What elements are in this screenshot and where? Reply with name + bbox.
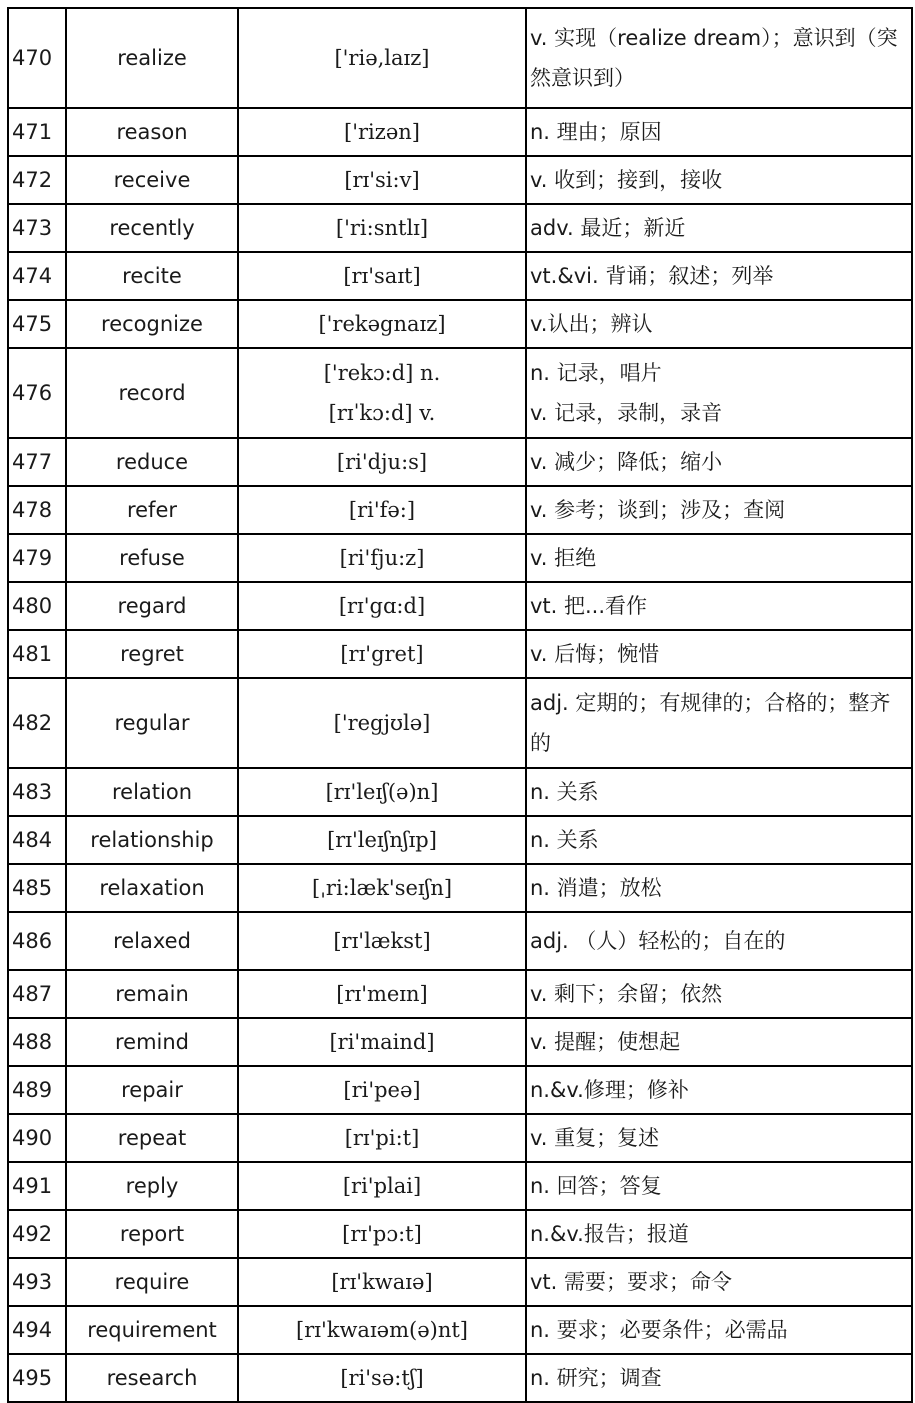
- entry-number: 488: [8, 1018, 66, 1066]
- meaning-line: n. 关系: [530, 780, 599, 804]
- entry-phonetic: [238, 534, 526, 582]
- entry-phonetic: [238, 1114, 526, 1162]
- entry-word: receive: [66, 156, 238, 204]
- meaning-line: v.认出；辨认: [530, 312, 653, 336]
- entry-number: 492: [8, 1210, 66, 1258]
- meaning-line: v. 记录，录制，录音: [530, 401, 723, 425]
- meaning-line: v. 实现（realize dream）；意识到（突: [530, 26, 898, 50]
- entry-meaning: [526, 1354, 912, 1402]
- phonetic-line: ['riə,laɪz]: [334, 46, 430, 70]
- entry-number: 482: [8, 678, 66, 768]
- meaning-line: n. 要求；必要条件；必需品: [530, 1318, 788, 1342]
- entry-meaning: [526, 486, 912, 534]
- table-row: [8, 864, 912, 912]
- entry-number: 491: [8, 1162, 66, 1210]
- meaning-line: 的: [530, 731, 551, 755]
- entry-word: reduce: [66, 438, 238, 486]
- table-row: [8, 300, 912, 348]
- meaning-line: v. 减少；降低；缩小: [530, 450, 723, 474]
- entry-meaning: [526, 1114, 912, 1162]
- entry-meaning: [526, 534, 912, 582]
- phonetic-line: [rɪ'pi:t]: [344, 1126, 420, 1150]
- entry-word: remind: [66, 1018, 238, 1066]
- entry-number: 474: [8, 252, 66, 300]
- vocabulary-table-body: [8, 8, 912, 1402]
- entry-number: 494: [8, 1306, 66, 1354]
- entry-word: regard: [66, 582, 238, 630]
- table-row: [8, 1162, 912, 1210]
- entry-word: relaxed: [66, 912, 238, 970]
- table-row: [8, 438, 912, 486]
- meaning-line: v. 提醒；使想起: [530, 1030, 681, 1054]
- table-row: [8, 816, 912, 864]
- phonetic-line: ['ri:sntlɪ]: [335, 216, 429, 240]
- entry-number: 489: [8, 1066, 66, 1114]
- entry-number: 487: [8, 970, 66, 1018]
- entry-word: remain: [66, 970, 238, 1018]
- phonetic-line: [rɪ'lækst]: [333, 929, 431, 953]
- entry-phonetic: [238, 816, 526, 864]
- entry-word: requirement: [66, 1306, 238, 1354]
- entry-meaning: [526, 582, 912, 630]
- entry-meaning: [526, 678, 912, 768]
- phonetic-line: [ri'peə]: [343, 1078, 421, 1102]
- meaning-line: n. 消遣；放松: [530, 876, 662, 900]
- entry-meaning: [526, 1162, 912, 1210]
- entry-phonetic: [238, 486, 526, 534]
- entry-meaning: [526, 438, 912, 486]
- entry-phonetic: [238, 438, 526, 486]
- entry-meaning: [526, 768, 912, 816]
- phonetic-line: [rɪ'pɔ:t]: [342, 1222, 422, 1246]
- meaning-line: vt.&vi. 背诵；叙述；列举: [530, 264, 774, 288]
- meaning-line: n. 理由；原因: [530, 120, 662, 144]
- entry-phonetic: [238, 678, 526, 768]
- meaning-line: n. 记录，唱片: [530, 361, 662, 385]
- entry-phonetic: [238, 156, 526, 204]
- phonetic-line: [ri'fə:]: [348, 498, 416, 522]
- entry-phonetic: [238, 1066, 526, 1114]
- entry-word: refer: [66, 486, 238, 534]
- entry-phonetic: [238, 864, 526, 912]
- entry-meaning: [526, 348, 912, 438]
- meaning-line: n. 研究；调查: [530, 1366, 662, 1390]
- phonetic-line: [rɪ'gret]: [340, 642, 424, 666]
- entry-phonetic: [238, 1162, 526, 1210]
- entry-number: 477: [8, 438, 66, 486]
- entry-meaning: [526, 1258, 912, 1306]
- entry-phonetic: [238, 1354, 526, 1402]
- table-row: [8, 156, 912, 204]
- phonetic-line: [rɪˈkɔ:d] v.: [328, 401, 436, 425]
- entry-meaning: [526, 8, 912, 108]
- table-row: [8, 252, 912, 300]
- entry-word: realize: [66, 8, 238, 108]
- entry-word: reply: [66, 1162, 238, 1210]
- phonetic-line: [rɪ'saɪt]: [343, 264, 421, 288]
- meaning-line: adj. 定期的；有规律的；合格的；整齐: [530, 691, 891, 715]
- entry-number: 471: [8, 108, 66, 156]
- phonetic-line: [ri'fju:z]: [339, 546, 425, 570]
- entry-meaning: [526, 1210, 912, 1258]
- entry-phonetic: [238, 348, 526, 438]
- entry-meaning: [526, 912, 912, 970]
- entry-word: recognize: [66, 300, 238, 348]
- entry-meaning: [526, 1066, 912, 1114]
- entry-phonetic: [238, 108, 526, 156]
- entry-meaning: [526, 252, 912, 300]
- entry-phonetic: [238, 630, 526, 678]
- table-row: [8, 678, 912, 768]
- entry-word: relation: [66, 768, 238, 816]
- phonetic-line: ['regjʊlə]: [333, 711, 431, 735]
- entry-number: 479: [8, 534, 66, 582]
- phonetic-line: [ri'dju:s]: [336, 450, 428, 474]
- entry-number: 484: [8, 816, 66, 864]
- table-row: [8, 1018, 912, 1066]
- table-row: [8, 1210, 912, 1258]
- phonetic-line: ['rekəgnaɪz]: [318, 312, 446, 336]
- table-row: [8, 486, 912, 534]
- table-row: [8, 970, 912, 1018]
- entry-meaning: [526, 300, 912, 348]
- entry-number: 472: [8, 156, 66, 204]
- entry-word: recently: [66, 204, 238, 252]
- meaning-line: n.&v.修理；修补: [530, 1078, 689, 1102]
- entry-number: 490: [8, 1114, 66, 1162]
- phonetic-line: [rɪ'leɪʃ(ə)n]: [325, 780, 439, 804]
- table-row: [8, 1258, 912, 1306]
- meaning-line: v. 拒绝: [530, 546, 597, 570]
- phonetic-line: [rɪ'meɪn]: [336, 982, 428, 1006]
- entry-meaning: [526, 156, 912, 204]
- meaning-line: v. 重复；复述: [530, 1126, 660, 1150]
- table-row: [8, 582, 912, 630]
- entry-word: require: [66, 1258, 238, 1306]
- table-row: [8, 912, 912, 970]
- entry-meaning: [526, 864, 912, 912]
- entry-phonetic: [238, 912, 526, 970]
- meaning-line: adv. 最近；新近: [530, 216, 686, 240]
- entry-word: regular: [66, 678, 238, 768]
- entry-phonetic: [238, 300, 526, 348]
- table-row: [8, 534, 912, 582]
- table-row: [8, 108, 912, 156]
- entry-word: report: [66, 1210, 238, 1258]
- phonetic-line: ['rizən]: [344, 120, 420, 144]
- entry-word: record: [66, 348, 238, 438]
- table-row: [8, 348, 912, 438]
- entry-meaning: [526, 970, 912, 1018]
- entry-meaning: [526, 1018, 912, 1066]
- phonetic-line: [ri'sə:tʃ]: [340, 1366, 424, 1390]
- meaning-line: v. 剩下；余留；依然: [530, 982, 723, 1006]
- table-row: [8, 8, 912, 108]
- entry-word: repeat: [66, 1114, 238, 1162]
- meaning-line: vt. 需要；要求；命令: [530, 1270, 733, 1294]
- entry-number: 470: [8, 8, 66, 108]
- phonetic-line: [ˌri:læk'seɪʃn]: [311, 876, 453, 900]
- entry-word: regret: [66, 630, 238, 678]
- entry-meaning: [526, 630, 912, 678]
- entry-word: relationship: [66, 816, 238, 864]
- entry-number: 483: [8, 768, 66, 816]
- meaning-line: adj. （人）轻松的；自在的: [530, 929, 786, 953]
- phonetic-line: [rɪ'si:v]: [344, 168, 420, 192]
- entry-word: relaxation: [66, 864, 238, 912]
- entry-number: 478: [8, 486, 66, 534]
- phonetic-line: ['rekɔ:d] n.: [323, 361, 441, 385]
- vocabulary-table: [7, 7, 913, 1403]
- phonetic-line: [rɪ'kwaɪə]: [331, 1270, 433, 1294]
- table-row: [8, 1066, 912, 1114]
- entry-number: 480: [8, 582, 66, 630]
- meaning-line: n. 回答；答复: [530, 1174, 662, 1198]
- entry-phonetic: [238, 8, 526, 108]
- entry-word: recite: [66, 252, 238, 300]
- entry-meaning: [526, 204, 912, 252]
- entry-meaning: [526, 108, 912, 156]
- entry-number: 495: [8, 1354, 66, 1402]
- meaning-line: n. 关系: [530, 828, 599, 852]
- entry-word: research: [66, 1354, 238, 1402]
- entry-phonetic: [238, 970, 526, 1018]
- meaning-line: v. 后悔；惋惜: [530, 642, 660, 666]
- entry-phonetic: [238, 582, 526, 630]
- meaning-line: 然意识到）: [530, 66, 635, 90]
- phonetic-line: [ri'plai]: [342, 1174, 422, 1198]
- table-row: [8, 1114, 912, 1162]
- entry-meaning: [526, 1306, 912, 1354]
- entry-phonetic: [238, 1210, 526, 1258]
- entry-phonetic: [238, 768, 526, 816]
- entry-phonetic: [238, 204, 526, 252]
- entry-meaning: [526, 816, 912, 864]
- entry-word: refuse: [66, 534, 238, 582]
- table-row: [8, 1354, 912, 1402]
- meaning-line: v. 收到；接到，接收: [530, 168, 723, 192]
- meaning-line: n.&v.报告；报道: [530, 1222, 689, 1246]
- entry-number: 476: [8, 348, 66, 438]
- entry-number: 486: [8, 912, 66, 970]
- table-row: [8, 204, 912, 252]
- entry-number: 473: [8, 204, 66, 252]
- table-row: [8, 768, 912, 816]
- phonetic-line: [ri'maind]: [329, 1030, 435, 1054]
- entry-phonetic: [238, 1018, 526, 1066]
- entry-word: reason: [66, 108, 238, 156]
- table-row: [8, 630, 912, 678]
- entry-number: 485: [8, 864, 66, 912]
- entry-number: 493: [8, 1258, 66, 1306]
- meaning-line: vt. 把...看作: [530, 594, 648, 618]
- entry-phonetic: [238, 1306, 526, 1354]
- entry-number: 481: [8, 630, 66, 678]
- phonetic-line: [rɪ'leɪʃnʃɪp]: [327, 828, 437, 852]
- entry-phonetic: [238, 1258, 526, 1306]
- phonetic-line: [rɪ'gɑ:d]: [338, 594, 426, 618]
- entry-number: 475: [8, 300, 66, 348]
- phonetic-line: [rɪ'kwaɪəm(ə)nt]: [296, 1318, 468, 1342]
- entry-phonetic: [238, 252, 526, 300]
- table-row: [8, 1306, 912, 1354]
- entry-word: repair: [66, 1066, 238, 1114]
- meaning-line: v. 参考；谈到；涉及；查阅: [530, 498, 786, 522]
